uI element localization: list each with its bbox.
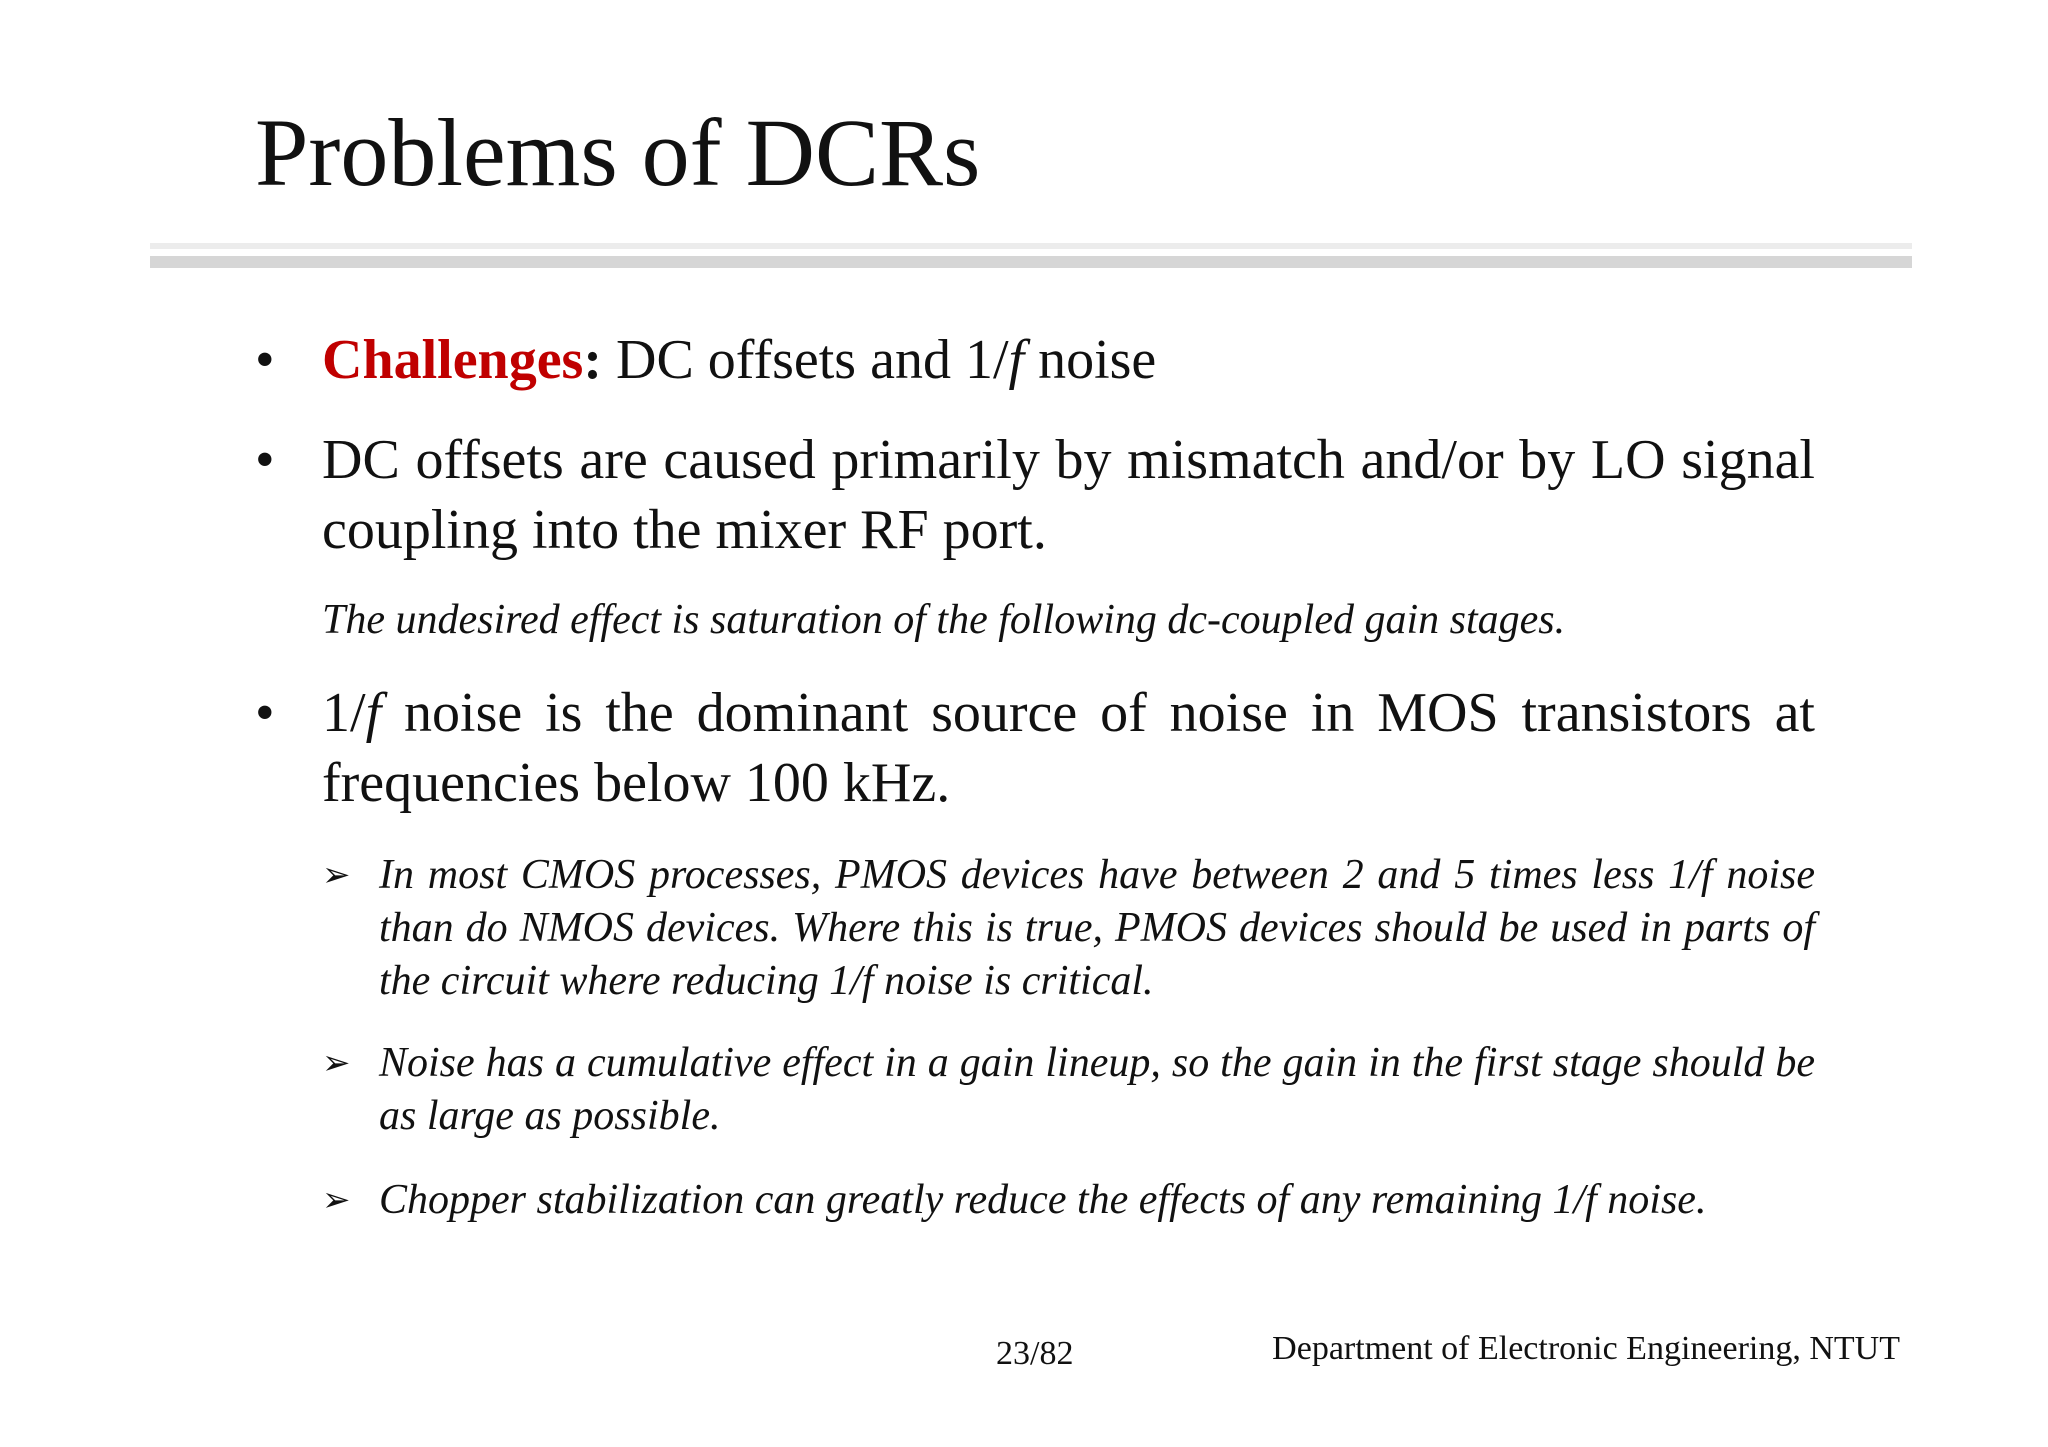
bullet-text xyxy=(322,678,1815,818)
arrow-bullet-icon: ➢ xyxy=(322,1043,351,1083)
flicker-text-start: 1/ xyxy=(322,682,366,744)
title-divider-light xyxy=(150,243,1912,249)
bullet-flicker-noise xyxy=(255,678,1815,818)
slide-title: Problems of DCRs xyxy=(255,99,981,206)
sub-bullet-gain xyxy=(322,1037,1815,1143)
bullet-marker: • xyxy=(255,682,275,744)
challenges-colon: : xyxy=(583,329,603,391)
arrow-bullet-icon: ➢ xyxy=(322,1180,351,1220)
sub-bullet-text: Noise has a cumulative effect in a gain lineup, so the gain in the first stage should be as large as possible. xyxy=(379,1040,1815,1139)
challenges-label: Challenges xyxy=(322,329,584,391)
flicker-text-italic: f xyxy=(365,682,382,744)
challenges-text-end: noise xyxy=(1024,329,1157,391)
bullet-challenges xyxy=(255,325,1815,395)
challenges-text-start: DC offsets and 1/ xyxy=(602,329,1009,391)
arrow-bullet-icon: ➢ xyxy=(322,855,351,895)
sub-bullet-pmos xyxy=(322,849,1815,1008)
flicker-text-end: noise is the dominant source of noise in MOS transistors at frequencies below 100 kHz. xyxy=(322,682,1815,814)
sub-bullet-text: Chopper stabilization can greatly reduce the effects of any remaining 1/f noise. xyxy=(379,1177,1707,1223)
bullet-dc-offsets xyxy=(255,425,1815,565)
bullet-marker: • xyxy=(255,329,275,391)
bullet-marker: • xyxy=(255,429,275,491)
bullet-text: DC offsets are caused primarily by mismatch and/or by LO signal coupling into the mixer RF port. xyxy=(322,429,1815,561)
dc-offset-note: The undesired effect is saturation of the following dc-coupled gain stages. xyxy=(322,597,1566,643)
bullet-text xyxy=(322,325,1815,395)
title-divider-dark xyxy=(150,256,1912,268)
sub-bullet-chopper xyxy=(322,1174,1815,1227)
challenges-text-italic: f xyxy=(1008,329,1025,391)
sub-bullet-text: In most CMOS processes, PMOS devices have between 2 and 5 times less 1/f noise than do NMOS devices. Where this is true, PMOS devices should be used in parts of the circuit where reducing 1/f noise is critical. xyxy=(379,852,1815,1004)
footer-department: Department of Electronic Engineering, NTUT xyxy=(1272,1330,1900,1367)
page-number: 23/82 xyxy=(996,1335,1074,1372)
